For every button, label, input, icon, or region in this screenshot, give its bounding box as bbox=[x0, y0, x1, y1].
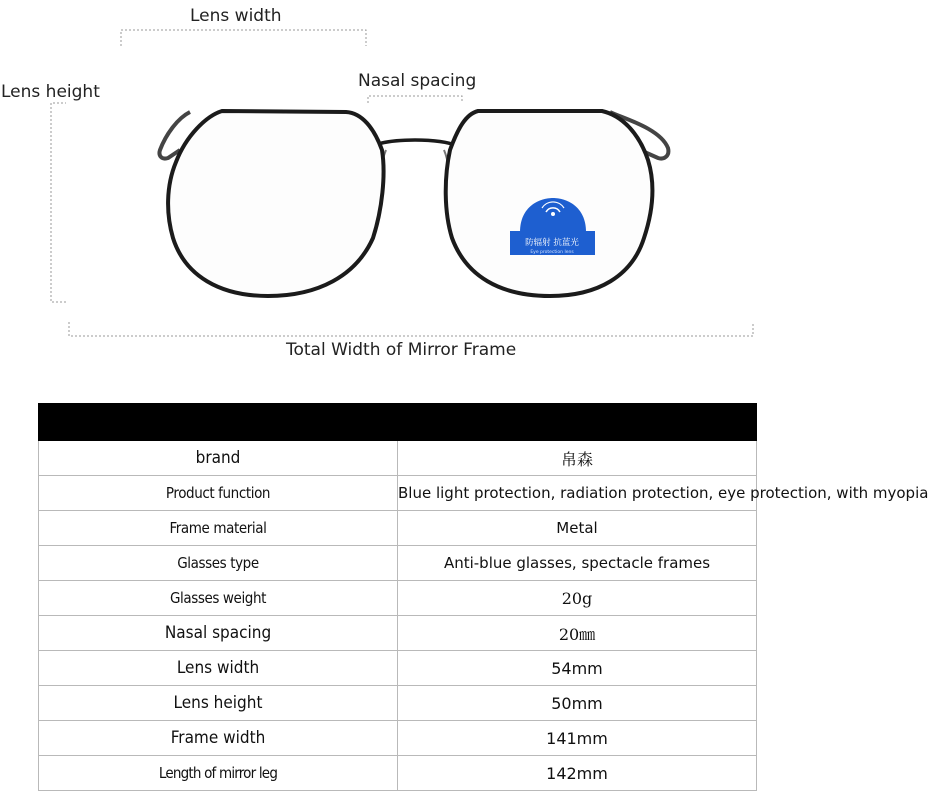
table-row bbox=[39, 616, 757, 651]
spec-value-mirror-leg-length: 142mm bbox=[398, 756, 757, 791]
glasses-dimension-diagram bbox=[0, 0, 800, 380]
spec-value-frame-width: 141mm bbox=[398, 721, 757, 756]
spec-value-product-function: Blue light protection, radiation protection, eye protection, with myopia bbox=[398, 476, 757, 511]
sticker-subtext: Eye protection lens bbox=[530, 250, 574, 255]
spec-value-brand: 帛森 bbox=[398, 441, 757, 476]
spec-value-lens-height: 50mm bbox=[398, 686, 757, 721]
spec-key-mirror-leg-length: Length of mirror leg bbox=[39, 756, 398, 791]
lens-width-label: Lens width bbox=[190, 6, 282, 26]
table-row bbox=[39, 686, 757, 721]
table-row bbox=[39, 651, 757, 686]
left-lens bbox=[168, 111, 383, 296]
glasses-illustration bbox=[0, 0, 800, 380]
lens-width-bracket bbox=[121, 30, 366, 46]
spec-key-lens-width: Lens width bbox=[39, 651, 398, 686]
table-row bbox=[39, 756, 757, 791]
table-row bbox=[39, 476, 757, 511]
lens-height-bracket bbox=[51, 103, 66, 302]
spec-key-lens-height: Lens height bbox=[39, 686, 398, 721]
sticker-text: 防辐射 抗蓝光 bbox=[525, 238, 579, 248]
spec-value-frame-material: Metal bbox=[398, 511, 757, 546]
spec-key-frame-width: Frame width bbox=[39, 721, 398, 756]
table-row bbox=[39, 511, 757, 546]
spec-value-lens-width: 54mm bbox=[398, 651, 757, 686]
spec-key-glasses-type: Glasses type bbox=[39, 546, 398, 581]
nasal-spacing-label: Nasal spacing bbox=[358, 71, 477, 91]
spec-key-product-function: Product function bbox=[39, 476, 398, 511]
spec-key-nasal-spacing: Nasal spacing bbox=[39, 616, 398, 651]
spec-value-nasal-spacing: 20㎜ bbox=[398, 616, 757, 651]
spec-value-glasses-type: Anti-blue glasses, spectacle frames bbox=[398, 546, 757, 581]
table-row bbox=[39, 581, 757, 616]
lens-height-label: Lens height bbox=[1, 82, 100, 102]
total-width-label: Total Width of Mirror Frame bbox=[286, 340, 517, 360]
spec-key-frame-material: Frame material bbox=[39, 511, 398, 546]
nasal-spacing-bracket bbox=[368, 96, 462, 103]
spec-value-glasses-weight: 20g bbox=[398, 581, 757, 616]
total-width-bracket bbox=[69, 322, 753, 336]
spec-key-brand: brand bbox=[39, 441, 398, 476]
table-row bbox=[39, 721, 757, 756]
table-header-bar bbox=[39, 404, 757, 441]
spec-key-glasses-weight: Glasses weight bbox=[39, 581, 398, 616]
spec-table bbox=[38, 403, 928, 791]
table-row bbox=[39, 441, 757, 476]
table-row bbox=[39, 546, 757, 581]
